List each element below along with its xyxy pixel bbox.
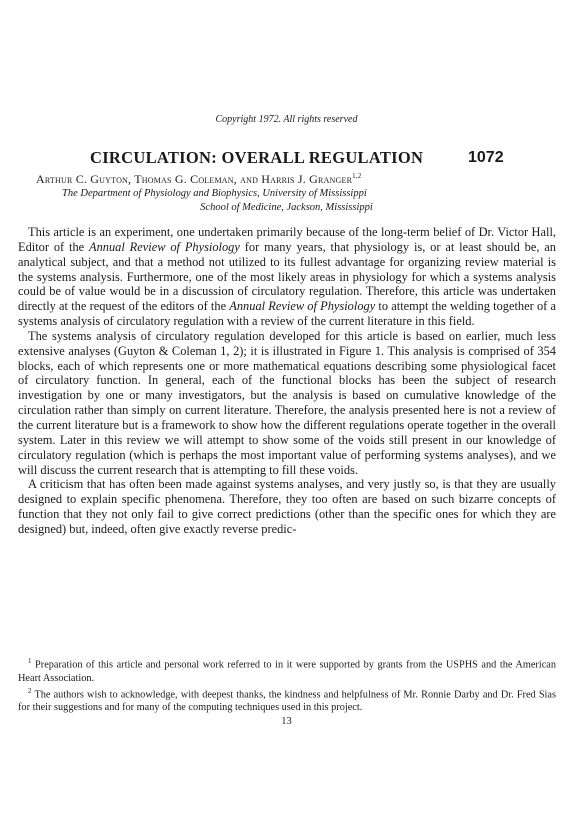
author-conjunction: and [240,172,262,186]
article-code: 1072 [468,149,504,166]
page-number: 13 [281,716,292,727]
author-coleman: Thomas G. Coleman, [134,172,241,186]
p1-text-e: to attempt the welding together of a systems analysis of circulatory regulation with a review of the current literature in this field. [18,299,556,329]
affiliation-line-1: The Department of Physiology and Biophysics, University of Mississippi [62,188,367,199]
footnote-1-text: Preparation of this article and personal work referred to in it were supported by grants from the USPHS and the American Heart Association. [18,659,556,684]
footnote-2-text: The authors wish to acknowledge, with deepest thanks, the kindness and helpfulness of Mr. Ronnie Darby and Dr. Fred Sias for their suggestions and for many of the computing techniques used in this project. [18,689,556,714]
paragraph-3: A criticism that has often been made against systems analyses, and very justly so, is that they are usually designed to explain specific phenomena. Therefore, they too often are based on such bizarre concepts of function that they not only fail to give correct predictions (other than the specific ones for which they are designed) but, indeed, often give exactly reverse predic- [18,477,556,536]
footnote-2-mark: 2 [28,686,32,695]
footnotes [18,655,556,714]
footnote-1-mark: 1 [28,657,32,665]
copyright-notice: Copyright 1972. All rights reserved [215,114,358,125]
author-footnote-marks: 1,2 [352,172,362,180]
p1-text-c: for many years, that physiology is, or at least should be, an analytical subject, and that a method not utilized to its fullest advantage for organizing review material is the systems analysis. Furthermore, one of the most likely areas in physiology for which a systems analysis could be of value would be in a discussion of circulatory regulation. Therefore, this article was undertaken directly at the request of the editors of the [18,239,556,314]
paragraph-2: The systems analysis of circulatory regulation developed for this article is based on earlier, much less extensive analyses (Guyton & Coleman 1, 2); it is illustrated in Figure 1. This analysis is comprised of 354 blocks, each of which represents one or more mathematical equations describing some physiological facet of circulatory function. In general, each of the functional blocks has been the subject of research investigation by one or many investigators, but the analysis is based on cumulative knowledge of the circulation rather than simply on current literature. Therefore, the analysis presented here is not a review of the current literature but is a framework to show how the different regulations operate together in the overall system. Later in this review we will attempt to show some of the voids still present in our knowledge of circulatory regulation (which is perhaps the most important value of performing systems analyses), and we will discuss the current research that is attempting to fill these voids. [18,328,556,477]
p1-text-a: This article is an experiment, one undertaken primarily because of the long-term belief of Dr. Victor Hall, Editor of the [18,225,556,254]
paragraph-1 [18,225,556,329]
journal-name-ref-1: Annual Review of Physiology [89,239,240,254]
affiliation-line-2: School of Medicine, Jackson, Mississippi [200,202,373,213]
journal-name-ref-2: Annual Review of Physiology [229,299,376,314]
article-body [18,225,556,537]
author-guyton: Arthur C. Guyton, [36,172,135,186]
footnote-1 [18,655,556,685]
article-title: CIRCULATION: OVERALL REGULATION [90,148,424,167]
author-granger: Harris J. Granger [261,172,353,186]
author-line [36,172,362,187]
footnote-2 [18,685,556,715]
